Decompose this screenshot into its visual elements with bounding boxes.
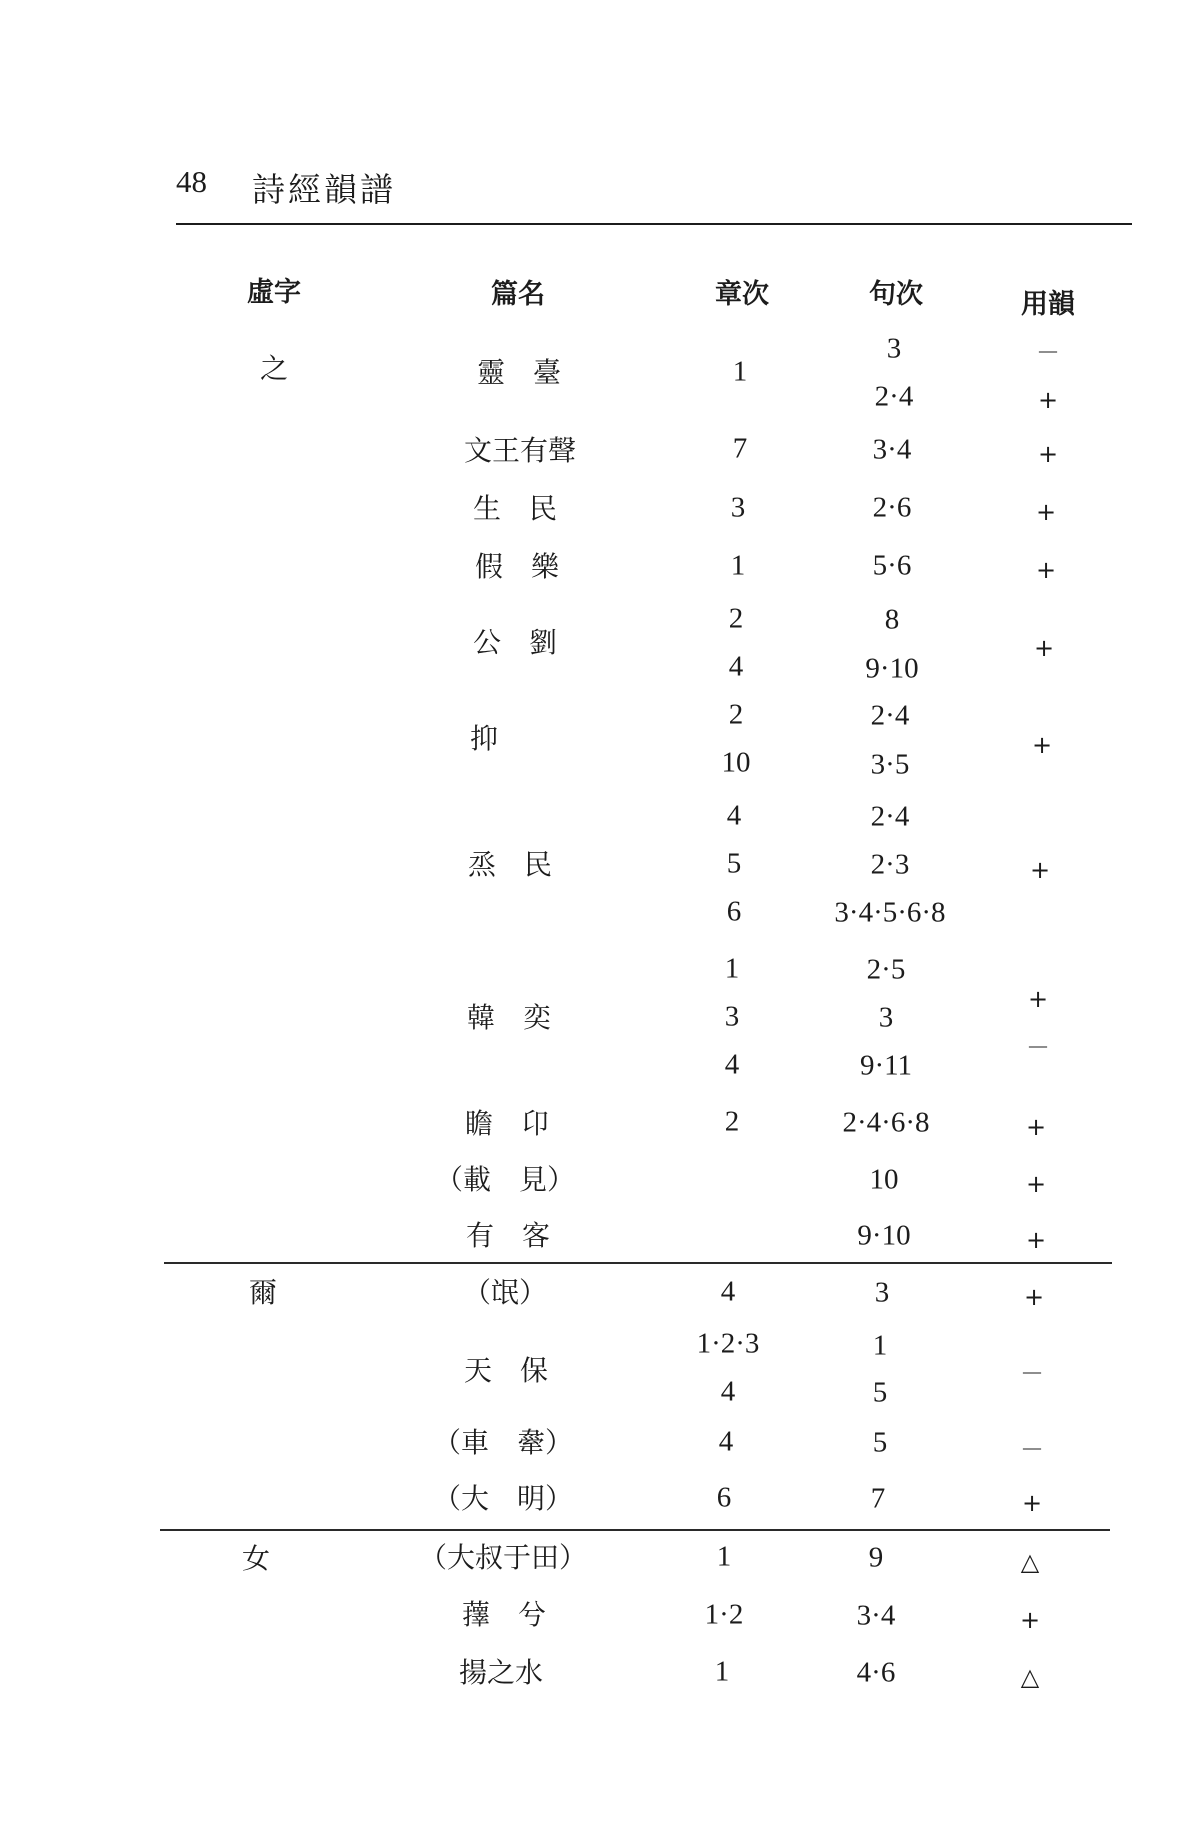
chapter-number: 3 <box>730 491 746 524</box>
chapter-number: 4 <box>726 799 742 832</box>
rhyme-mark: + <box>1037 386 1059 414</box>
rhyme-mark: + <box>1031 731 1053 759</box>
poem-name: 韓 奕 <box>466 1001 552 1034</box>
poem-name: 公 劉 <box>472 626 558 659</box>
line-number: 8 <box>884 603 900 636</box>
line-number: 4·6 <box>856 1656 896 1689</box>
chapter-number: 1 <box>732 355 748 388</box>
line-number: 9·10 <box>857 1219 911 1252</box>
rhyme-mark: + <box>1019 1606 1041 1634</box>
column-header-juci: 句次 <box>869 279 923 310</box>
xuzi-label: 之 <box>259 352 289 385</box>
line-number: 3·4 <box>872 433 912 466</box>
line-number: 9 <box>868 1541 884 1574</box>
book-title: 詩經韻譜 <box>252 170 396 209</box>
chapter-number: 2 <box>724 1105 740 1138</box>
page-number: 48 <box>176 164 207 199</box>
column-header-xuzi: 虛字 <box>247 277 301 308</box>
chapter-number: 6 <box>726 895 742 928</box>
poem-name: 瞻 卬 <box>464 1107 550 1140</box>
line-number: 3 <box>874 1276 890 1309</box>
line-number: 2·4 <box>874 380 914 413</box>
chapter-number: 4 <box>720 1275 736 1308</box>
chapter-number: 2 <box>728 602 744 635</box>
line-number: 2·3 <box>870 848 910 881</box>
chapter-number: 4 <box>718 1425 734 1458</box>
poem-name: （載 見） <box>434 1163 576 1196</box>
poem-name: 烝 民 <box>467 848 553 881</box>
poem-name: （大叔于田） <box>418 1541 588 1574</box>
xuzi-label: 女 <box>241 1542 271 1575</box>
rhyme-mark: + <box>1025 1226 1047 1254</box>
xuzi-label: 爾 <box>248 1276 278 1309</box>
line-number: 3 <box>886 332 902 365</box>
chapter-number: 1 <box>730 549 746 582</box>
column-header-yongyun: 用韻 <box>1021 289 1075 320</box>
rhyme-mark: + <box>1029 856 1051 884</box>
chapter-number: 1·2·3 <box>696 1327 760 1360</box>
chapter-number: 3 <box>724 1000 740 1033</box>
poem-name: 天 保 <box>463 1354 549 1387</box>
line-number: 2·4 <box>870 800 910 833</box>
line-number: 2·4 <box>870 699 910 732</box>
line-number: 9·11 <box>859 1049 913 1082</box>
poem-name: 抑 <box>469 722 499 755</box>
column-header-zhangci: 章次 <box>715 279 769 310</box>
poem-name: 文王有聲 <box>463 434 577 467</box>
rhyme-mark: + <box>1035 556 1057 584</box>
column-header-pianming: 篇名 <box>491 279 545 310</box>
line-number: 2·5 <box>866 953 906 986</box>
line-number: 5 <box>872 1426 888 1459</box>
chapter-number: 4 <box>724 1048 740 1081</box>
poem-name: （車 舝） <box>432 1426 574 1459</box>
chapter-number: 10 <box>721 746 751 779</box>
poem-name: 生 民 <box>472 492 558 525</box>
rhyme-mark: + <box>1037 440 1059 468</box>
line-number: 9·10 <box>865 652 919 685</box>
line-number: 5·6 <box>872 549 912 582</box>
poem-name: 有 客 <box>465 1219 551 1252</box>
rhyme-mark: △ <box>1020 1663 1040 1691</box>
rhyme-mark: － <box>1020 1435 1044 1464</box>
group-divider-rule <box>164 1262 1112 1264</box>
chapter-number: 7 <box>732 432 748 465</box>
line-number: 3·4 <box>856 1599 896 1632</box>
rhyme-mark: + <box>1025 1170 1047 1198</box>
chapter-number: 4 <box>728 650 744 683</box>
poem-name: （氓） <box>462 1276 548 1309</box>
poem-name: 假 樂 <box>474 550 560 583</box>
poem-name: （大 明） <box>432 1482 574 1515</box>
rhyme-mark: + <box>1023 1283 1045 1311</box>
chapter-number: 1 <box>724 952 740 985</box>
chapter-number: 5 <box>726 847 742 880</box>
rhyme-mark: － <box>1026 1033 1050 1062</box>
poem-name: 揚之水 <box>458 1656 544 1689</box>
group-divider-rule <box>160 1529 1110 1531</box>
line-number: 7 <box>870 1482 886 1515</box>
rhyme-mark: + <box>1021 1489 1043 1517</box>
rhyme-mark: △ <box>1020 1548 1040 1576</box>
chapter-number: 1·2 <box>704 1598 744 1631</box>
chapter-number: 6 <box>716 1481 732 1514</box>
line-number: 5 <box>872 1376 888 1409</box>
line-number: 10 <box>869 1163 899 1196</box>
line-number: 3·4·5·6·8 <box>834 896 946 929</box>
rhyme-mark: + <box>1025 1113 1047 1141</box>
line-number: 1 <box>872 1329 888 1362</box>
poem-name: 靈 臺 <box>476 356 562 389</box>
rhyme-mark: － <box>1036 338 1060 367</box>
line-number: 3 <box>878 1001 894 1034</box>
chapter-number: 1 <box>716 1540 732 1573</box>
chapter-number: 2 <box>728 698 744 731</box>
header-rule <box>176 223 1132 225</box>
chapter-number: 4 <box>720 1375 736 1408</box>
rhyme-mark: － <box>1020 1359 1044 1388</box>
chapter-number: 1 <box>714 1655 730 1688</box>
rhyme-mark: + <box>1033 634 1055 662</box>
rhyme-mark: + <box>1027 985 1049 1013</box>
line-number: 2·4·6·8 <box>842 1106 930 1139</box>
rhyme-mark: + <box>1035 498 1057 526</box>
poem-name: 蘀 兮 <box>461 1598 547 1631</box>
line-number: 3·5 <box>870 748 910 781</box>
line-number: 2·6 <box>872 491 912 524</box>
